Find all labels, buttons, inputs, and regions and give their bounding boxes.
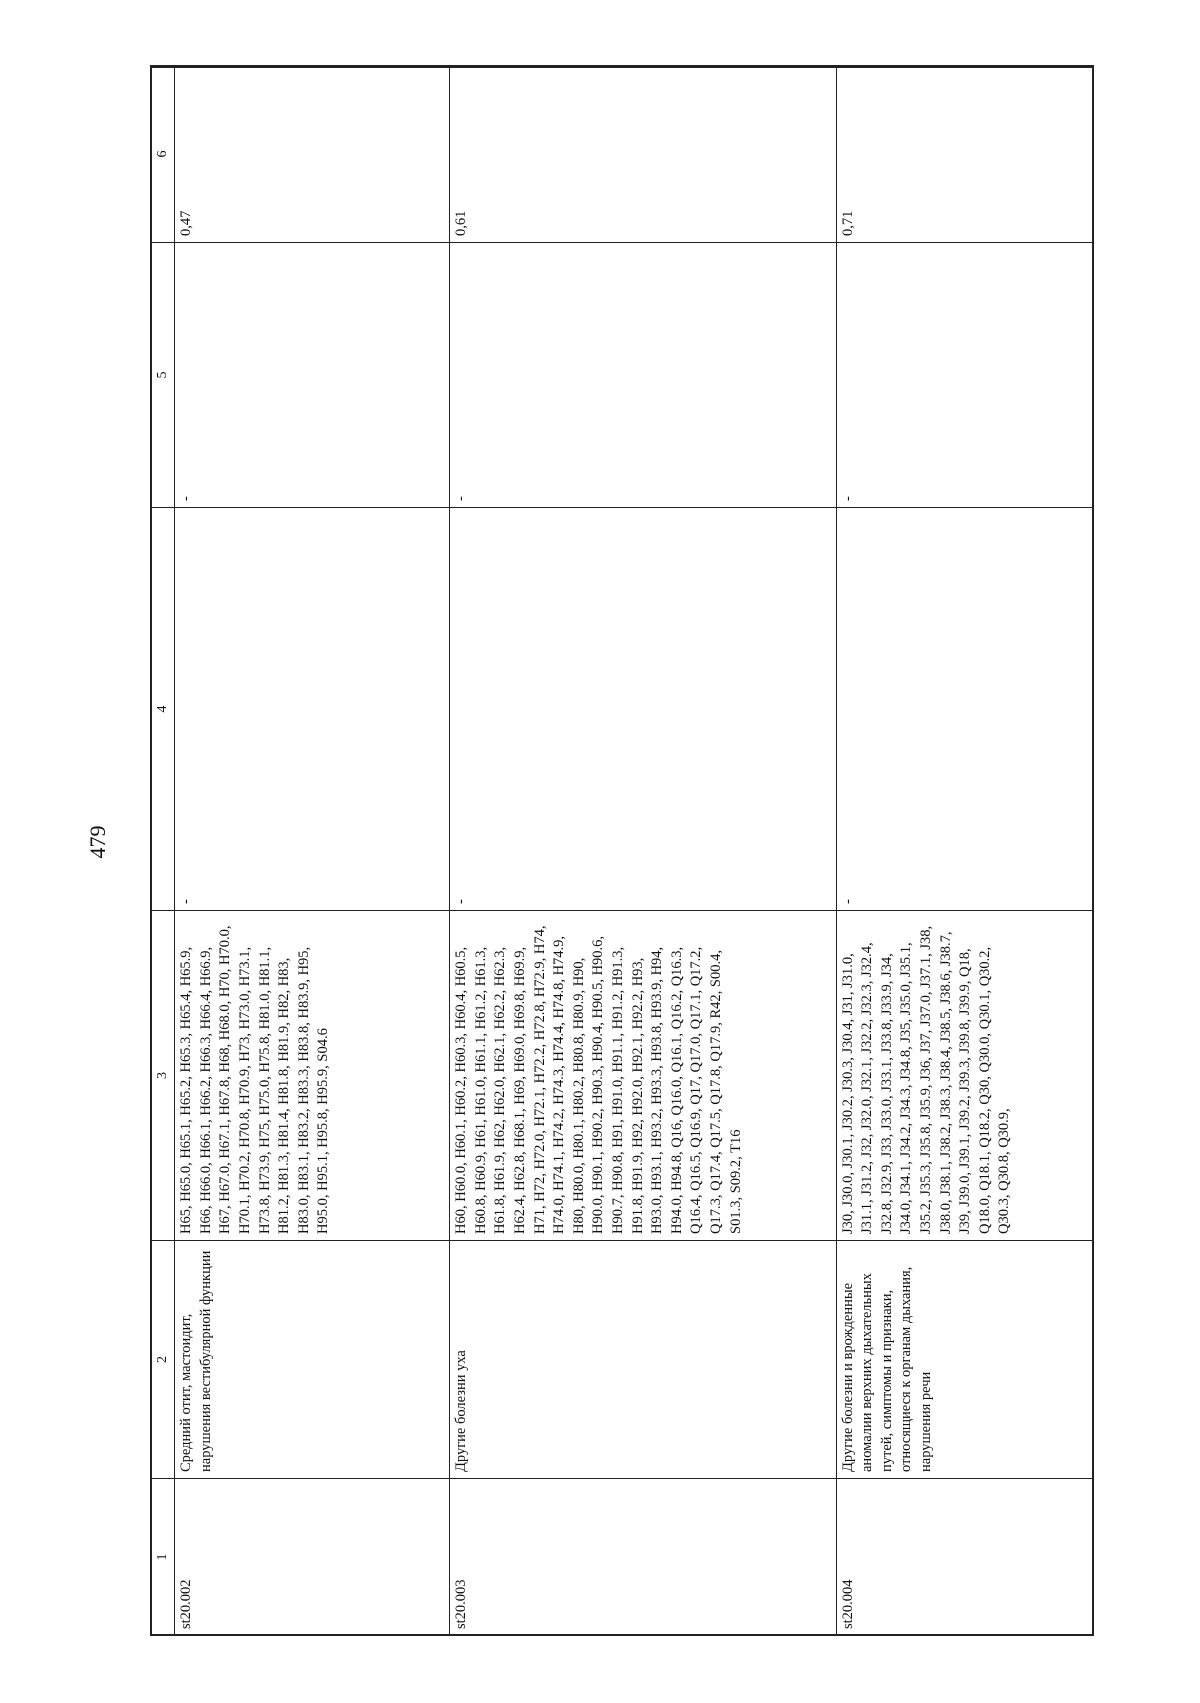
row-col4: - xyxy=(175,508,450,911)
row-icd-codes: H65, H65.0, H65.1, H65.2, H65.3, H65.4, H65.9, H66, H66.0, H66.1, H66.2, H66.3, H66.4, H66.9, H67, H67.0, H67.1, H67.8, H68, H68.0, H70, H70.0, H70.1, H70.2, H70.8, H70.9, H73, H73.0, H73.1, H73.8, H73.9, H75, H75.0, H75.8, H81.0, H81.1, H81.2, H81.3, H81.4, H81.8, H81.9, H82, H83, H83.0, H83.1, H83.2, H83.3, H83.8, H83.9, H95, H95.0, H95.1, H95.8, H95.9, S04.6 xyxy=(175,911,450,1241)
row-coefficient: 0,47 xyxy=(175,66,450,243)
header-cell-4: 4 xyxy=(151,508,175,911)
table-row xyxy=(450,66,836,1636)
header-cell-1: 1 xyxy=(151,1479,175,1636)
row-code: st20.004 xyxy=(836,1479,1093,1636)
table-header-row xyxy=(151,66,175,1636)
row-icd-codes: J30, J30.0, J30.1, J30.2, J30.3, J30.4, J31, J31.0, J31.1, J31.2, J32, J32.0, J32.1, J32.2, J32.3, J32.4, J32.8, J32.9, J33, J33.0, J33.1, J33.8, J33.9, J34, J34.0, J34.1, J34.2, J34.3, J34.8, J35, J35.0, J35.1, J35.2, J35.3, J35.8, J35.9, J36, J37, J37.0, J37.1, J38, J38.0, J38.1, J38.2, J38.3, J38.4, J38.5, J38.6, J38.7, J39, J39.0, J39.1, J39.2, J39.3, J39.8, J39.9, Q18, Q18.0, Q18.1, Q18.2, Q30, Q30.0, Q30.1, Q30.2, Q30.3, Q30.8, Q30.9, xyxy=(836,911,1093,1241)
row-col4: - xyxy=(450,508,836,911)
row-code: st20.003 xyxy=(450,1479,836,1636)
header-cell-3: 3 xyxy=(151,911,175,1241)
header-cell-5: 5 xyxy=(151,243,175,508)
tariff-table-rotated xyxy=(150,66,1094,1636)
row-col5: - xyxy=(175,243,450,508)
row-icd-codes: H60, H60.0, H60.1, H60.2, H60.3, H60.4, H60.5, H60.8, H60.9, H61, H61.0, H61.1, H61.2, H61.3, H61.8, H61.9, H62, H62.0, H62.1, H62.2, H62.3, H62.4, H62.8, H68.1, H69, H69.0, H69.8, H69.9, H71, H72, H72.0, H72.1, H72.2, H72.8, H72.9, H74, H74.0, H74.1, H74.2, H74.3, H74.4, H74.8, H74.9, H80, H80.0, H80.1, H80.2, H80.8, H80.9, H90, H90.0, H90.1, H90.2, H90.3, H90.4, H90.5, H90.6, H90.7, H90.8, H91, H91.0, H91.1, H91.2, H91.3, H91.8, H91.9, H92, H92.0, H92.1, H92.2, H93, H93.0, H93.1, H93.2, H93.3, H93.8, H93.9, H94, H94.0, H94.8, Q16, Q16.0, Q16.1, Q16.2, Q16.3, Q16.4, Q16.5, Q16.9, Q17, Q17.0, Q17.1, Q17.2, Q17.3, Q17.4, Q17.5, Q17.8, Q17.9, R42, S00.4, S01.3, S09.2, T16 xyxy=(450,911,836,1241)
row-col5: - xyxy=(836,243,1093,508)
page-number: 479 xyxy=(85,825,110,859)
row-col4: - xyxy=(836,508,1093,911)
table-row xyxy=(836,66,1093,1636)
header-cell-6: 6 xyxy=(151,66,175,243)
row-name: Другие болезни и врожденные аномалии верхних дыхательных путей, симптомы и признаки, относящиеся к органам дыхания, нарушения речи xyxy=(836,1241,1093,1479)
row-coefficient: 0,71 xyxy=(836,66,1093,243)
row-coefficient: 0,61 xyxy=(450,66,836,243)
row-code: st20.002 xyxy=(175,1479,450,1636)
row-col5: - xyxy=(450,243,836,508)
row-name: Другие болезни уха xyxy=(450,1241,836,1479)
tariff-table xyxy=(150,65,1094,1636)
header-cell-2: 2 xyxy=(151,1241,175,1479)
row-name: Средний отит, мастоидит, нарушения вестибулярной функции xyxy=(175,1241,450,1479)
table-row xyxy=(175,66,450,1636)
